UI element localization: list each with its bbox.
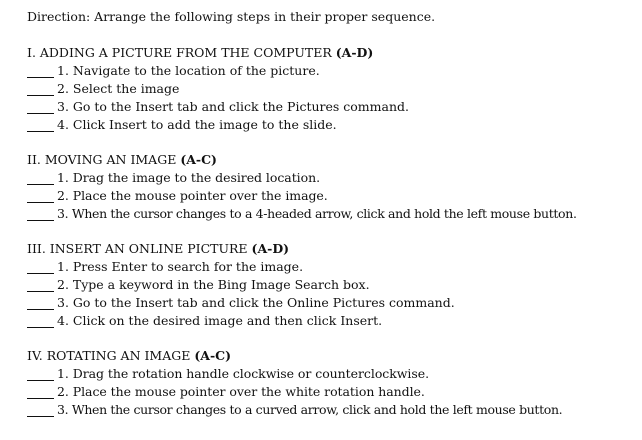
answer-blank[interactable] — [27, 368, 54, 381]
answer-blank[interactable] — [27, 119, 54, 132]
list-item — [27, 169, 637, 187]
list-item — [27, 98, 637, 116]
answer-blank[interactable] — [27, 172, 54, 185]
step-text: 3. When the cursor changes to a 4-headed arrow, click and hold the left mouse button. — [57, 206, 577, 221]
list-item — [27, 205, 637, 223]
list-item — [27, 187, 637, 205]
answer-blank[interactable] — [27, 386, 54, 399]
section-title — [27, 44, 637, 62]
answer-blank[interactable] — [27, 101, 54, 114]
step-text: 1. Drag the image to the desired location. — [57, 170, 321, 185]
section-range: (A-D) — [335, 45, 374, 60]
section-title-text: I. ADDING A PICTURE FROM THE COMPUTER — [27, 45, 332, 60]
step-text: 2. Type a keyword in the Bing Image Search box. — [57, 277, 370, 292]
answer-blank[interactable] — [27, 297, 54, 310]
section-title-text: II. MOVING AN IMAGE — [27, 152, 177, 167]
section-title — [27, 347, 637, 365]
answer-blank[interactable] — [27, 315, 54, 328]
list-item — [27, 312, 637, 330]
list-item — [27, 258, 637, 276]
list-item — [27, 294, 637, 312]
direction-text: Direction: Arrange the following steps in their proper sequence. — [27, 9, 436, 24]
section-title — [27, 240, 637, 258]
list-item — [27, 62, 637, 80]
step-text: 3. When the cursor changes to a curved arrow, click and hold the left mouse button. — [57, 402, 563, 417]
step-text: 2. Select the image — [57, 81, 180, 96]
step-text: 3. Go to the Insert tab and click the Online Pictures command. — [57, 295, 455, 310]
step-text: 4. Click on the desired image and then click Insert. — [57, 313, 383, 328]
list-item — [27, 365, 637, 383]
answer-blank[interactable] — [27, 404, 54, 417]
answer-blank[interactable] — [27, 83, 54, 96]
section-rotating-image — [27, 347, 637, 419]
answer-blank[interactable] — [27, 190, 54, 203]
step-text: 2. Place the mouse pointer over the image. — [57, 188, 328, 203]
step-text: 4. Click Insert to add the image to the slide. — [57, 117, 337, 132]
section-range: (A-C) — [194, 348, 232, 363]
list-item — [27, 116, 637, 134]
step-text: 3. Go to the Insert tab and click the Pictures command. — [57, 99, 409, 114]
section-online-picture — [27, 240, 637, 330]
answer-blank[interactable] — [27, 208, 54, 221]
list-item — [27, 383, 637, 401]
answer-blank[interactable] — [27, 261, 54, 274]
section-moving-image — [27, 151, 637, 223]
list-item — [27, 276, 637, 294]
section-title — [27, 151, 637, 169]
section-title-text: IV. ROTATING AN IMAGE — [27, 348, 191, 363]
step-text: 1. Press Enter to search for the image. — [57, 259, 304, 274]
answer-blank[interactable] — [27, 279, 54, 292]
list-item — [27, 80, 637, 98]
step-text: 1. Drag the rotation handle clockwise or counterclockwise. — [57, 366, 430, 381]
section-adding-picture — [27, 44, 637, 134]
step-text: 2. Place the mouse pointer over the white rotation handle. — [57, 384, 425, 399]
section-range: (A-D) — [251, 241, 290, 256]
step-text: 1. Navigate to the location of the picture. — [57, 63, 320, 78]
answer-blank[interactable] — [27, 65, 54, 78]
list-item — [27, 401, 637, 419]
section-range: (A-C) — [180, 152, 217, 167]
section-title-text: III. INSERT AN ONLINE PICTURE — [27, 241, 248, 256]
